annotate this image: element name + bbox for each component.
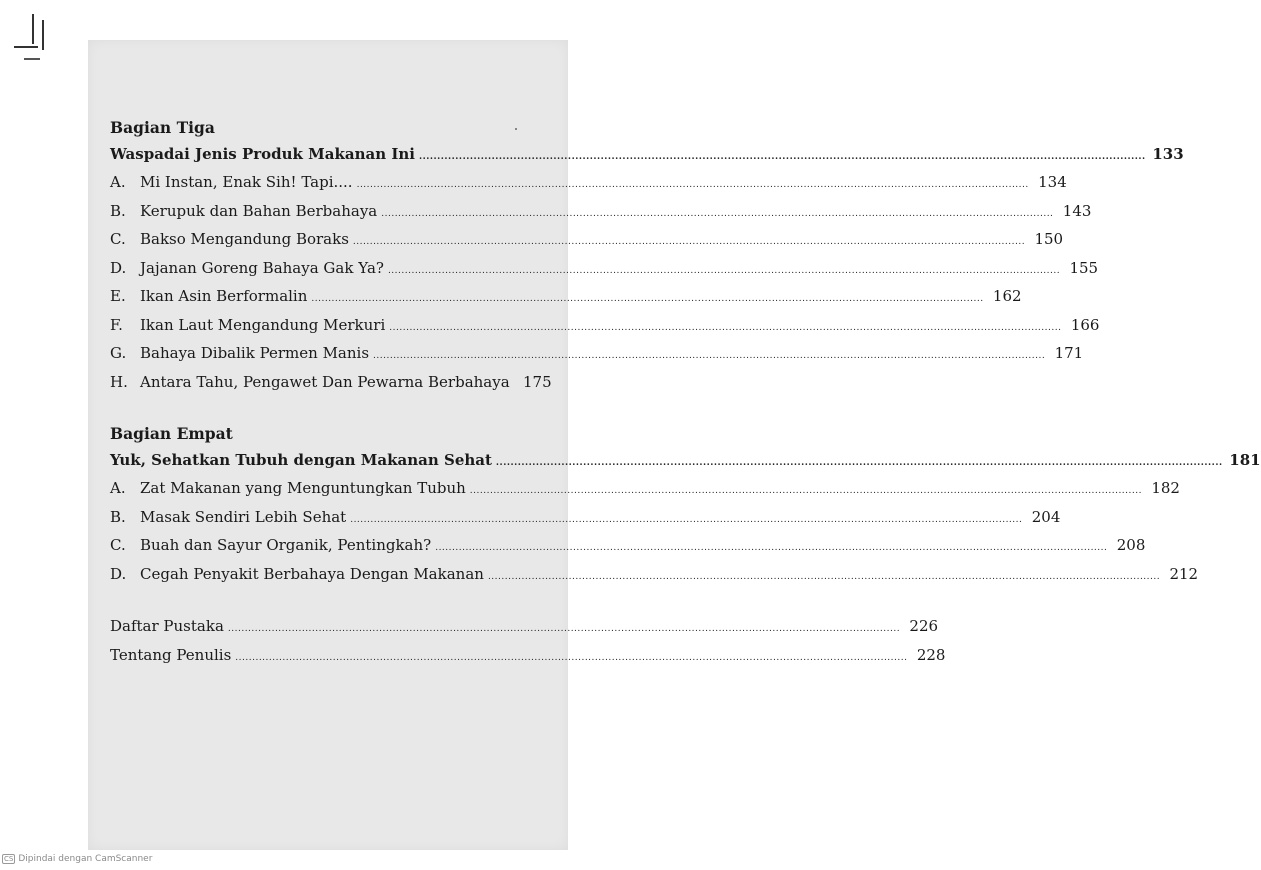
item-title: Buah dan Sayur Organik, Pentingkah? [140,536,432,554]
item-letter: D. [110,564,127,583]
dot-leader: ........................................................................................................................................................................................................ [389,322,1062,333]
item-title: Ikan Laut Mengandung Merkuri [140,315,386,334]
page-number: 212 [1169,564,1199,583]
item-title: Jajanan Goreng Bahaya Gak Ya? [140,258,384,277]
toc-entry [110,315,1100,338]
item-letter: B. [110,507,126,526]
item-title: Daftar Pustaka [110,617,224,635]
page-number: 208 [1116,536,1146,554]
item-letter: C. [110,230,126,248]
toc-extra-entry [110,645,946,668]
item-title: Waspadai Jenis Produk Makanan Ini [110,145,415,163]
part4-label: Bagian Empat [110,424,233,443]
dot-leader: ........................................................................................................................................................................................................ [487,571,1161,582]
page-number: 134 [1038,173,1067,191]
toc-entry [110,258,1099,281]
item-title: Yuk, Sehatkan Tubuh dengan Makanan Sehat [110,451,492,469]
page-number: 162 [992,287,1022,305]
part3-label: Bagian Tiga [110,118,215,137]
dot-leader: ........................................................................................................................................................................................................ [381,208,1054,219]
dot-leader: ........................................................................................................................................................................................................ [352,237,1026,247]
toc-entry [110,287,1022,309]
item-letter: F. [110,315,123,334]
toc-entry [110,564,1199,587]
page-number: 150 [1034,230,1064,248]
toc-entry [110,173,1067,195]
item-letter: C. [110,536,126,554]
speck [515,128,517,130]
toc-entry [110,536,1146,558]
scanner-text: Dipindai dengan CamScanner [18,854,153,864]
item-title: Mi Instan, Enak Sih! Tapi.... [140,173,353,191]
page-number: 171 [1054,344,1084,362]
item-title: Kerupuk dan Bahan Berbahaya [140,201,378,220]
dot-leader: ........................................................................................................................................................................................................ [435,543,1108,553]
toc-entry [110,479,1180,501]
dot-leader: ........................................................................................................................................................................................................ [418,152,1146,162]
item-letter: H. [110,372,128,391]
dot-leader: ........................................................................................................................................................................................................ [311,294,984,304]
page-number: 181 [1229,451,1261,469]
page-edge-marks [10,8,50,58]
toc-entry [110,372,552,395]
page-number: 226 [909,617,939,635]
item-title: Bakso Mengandung Boraks [140,230,349,248]
page-number: 182 [1151,479,1180,497]
page-number: 204 [1031,507,1061,526]
item-title: Cegah Penyakit Berbahaya Dengan Makanan [140,564,484,583]
dot-leader: ........................................................................................................................................................................................................ [227,624,901,634]
dot-leader: ........................................................................................................................................................................................................ [469,486,1142,496]
item-title: Zat Makanan yang Menguntungkan Tubuh [140,479,466,497]
item-letter: B. [110,201,126,220]
toc-entry [110,344,1084,366]
page-number: 155 [1069,258,1099,277]
dot-leader: ........................................................................................................................................................................................................ [356,180,1029,190]
dot-leader: ........................................................................................................................................................................................................ [373,351,1046,361]
item-title: Tentang Penulis [110,645,232,664]
toc-entry [110,230,1064,252]
item-title: Bahaya Dibalik Permen Manis [140,344,370,362]
dot-leader: ........................................................................................................................................................................................................ [350,514,1023,525]
item-title: Ikan Asin Berformalin [140,287,308,305]
item-letter: A. [110,479,126,497]
toc-entry [110,507,1061,530]
chapter-heading [110,451,1261,473]
chapter-heading [110,145,1184,167]
dot-leader: ........................................................................................................................................................................................................ [235,652,908,663]
item-letter: E. [110,287,126,305]
scanner-footer [2,854,152,864]
item-letter: D. [110,258,127,277]
page-number: 133 [1152,145,1184,163]
item-title: Antara Tahu, Pengawet Dan Pewarna Berbahaya [140,372,510,391]
item-letter: G. [110,344,127,362]
toc-entry [110,201,1092,224]
page-number: 228 [916,645,946,664]
dot-leader: ........................................................................................................................................................................................................ [495,458,1223,468]
page-number: 143 [1062,201,1092,220]
item-title: Masak Sendiri Lebih Sehat [140,507,347,526]
dot-leader: ........................................................................................................................................................................................................ [387,265,1061,276]
item-letter: A. [110,173,126,191]
toc-extra-entry [110,617,939,639]
camscanner-icon: CS [4,855,14,863]
page-number: 175 [523,372,552,391]
page-number: 166 [1070,315,1100,334]
